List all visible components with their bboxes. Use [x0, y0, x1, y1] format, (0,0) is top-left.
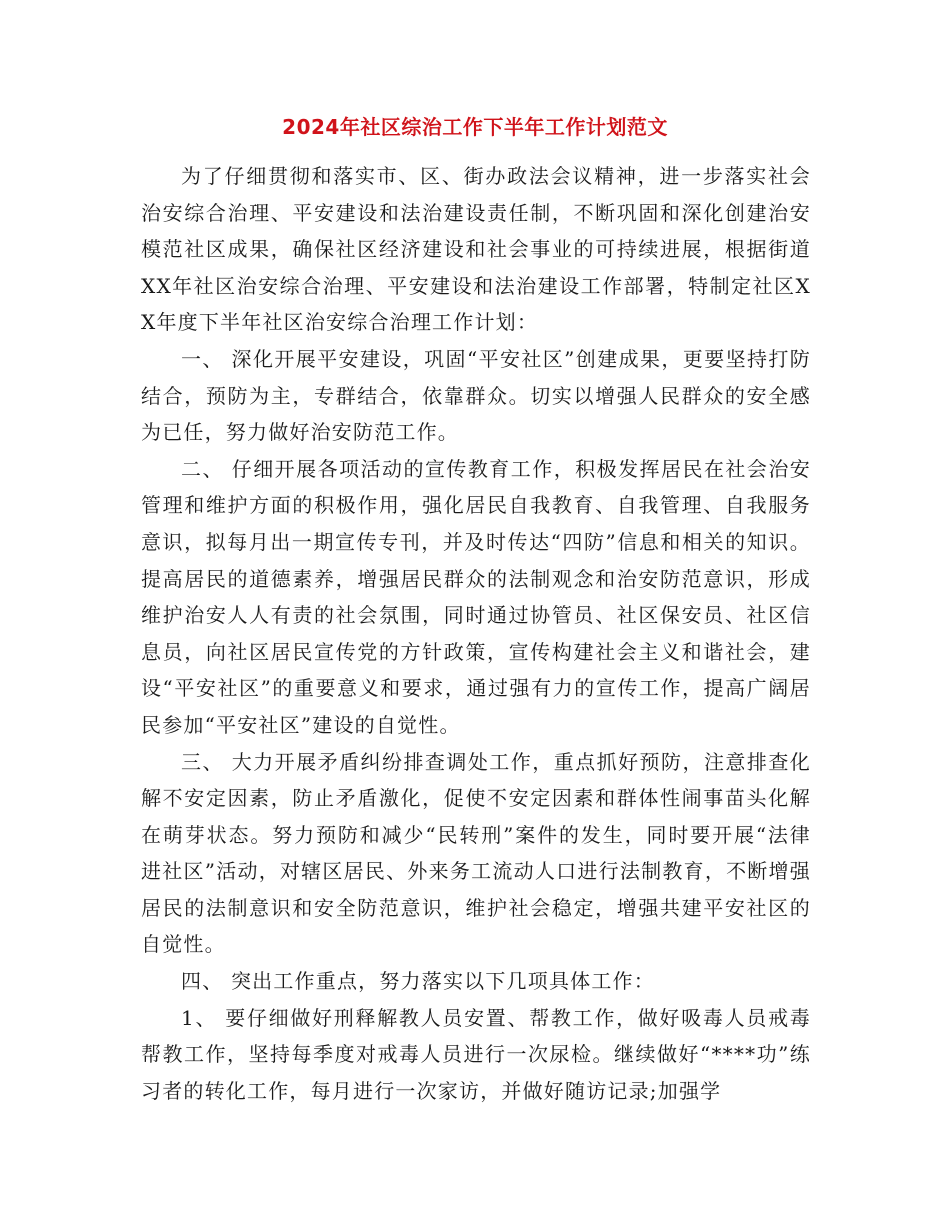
paragraph-section-4: 四、 突出工作重点，努力落实以下几项具体工作：: [181, 969, 655, 994]
paragraph-section-3: 三、 大力开展矛盾纠纷排查调处工作，重点抓好预防，注意排查化解不安定因素，防止矛盾激化，促使不安定因素和群体性闹事苗头化解在萌芽状态。努力预防和减少“民转刑”案件的发生，同时要开展“法律进社区”活动，对辖区居民、外来务工流动人口进行法制教育，不断增强居民的法制意识和安全防范意识，维护社会稳定，增强共建平安社区的自觉性。: [141, 749, 811, 957]
paragraph-section-2: 二、 仔细开展各项活动的宣传教育工作，积极发挥居民在社会治安管理和维护方面的积极作用，强化居民自我教育、自我管理、自我服务意识，拟每月出一期宣传专刊，并及时传达“四防”信息和相关的知识。提高居民的道德素养，增强居民群众的法制观念和治安防范意识，形成维护治安人人有责的社会氛围，同时通过协管员、社区保安员、社区信息员，向社区居民宣传党的方针政策，宣传构建社会主义和谐社会，建设“平安社区”的重要意义和要求，通过强有力的宣传工作，提高广阔居民参加“平安社区”建设的自觉性。: [141, 456, 811, 737]
paragraph-intro: 为了仔细贯彻和落实市、区、街办政法会议精神，进一步落实社会治安综合治理、平安建设和法治建设责任制，不断巩固和深化创建治安模范社区成果，确保社区经济建设和社会事业的可持续进展，根据街道XX年社区治安综合治理、平安建设和法治建设工作部署，特制定社区XX年度下半年社区治安综合治理工作计划：: [141, 164, 811, 335]
paragraph-section-1: 一、 深化开展平安建设，巩固“平安社区”创建成果，更要坚持打防结合，预防为主，专群结合，依靠群众。切实以增强人民群众的安全感为已任，努力做好治安防范工作。: [141, 346, 811, 445]
document-body: [141, 158, 811, 1109]
document-title: 2024年社区综治工作下半年工作计划范文: [282, 115, 668, 139]
paragraph-item-1: 1、 要仔细做好刑释解教人员安置、帮教工作，做好吸毒人员戒毒帮教工作，坚持每季度对戒毒人员进行一次尿检。继续做好“****功”练习者的转化工作，每月进行一次家访，并做好随访记录;加强学: [141, 1005, 811, 1103]
